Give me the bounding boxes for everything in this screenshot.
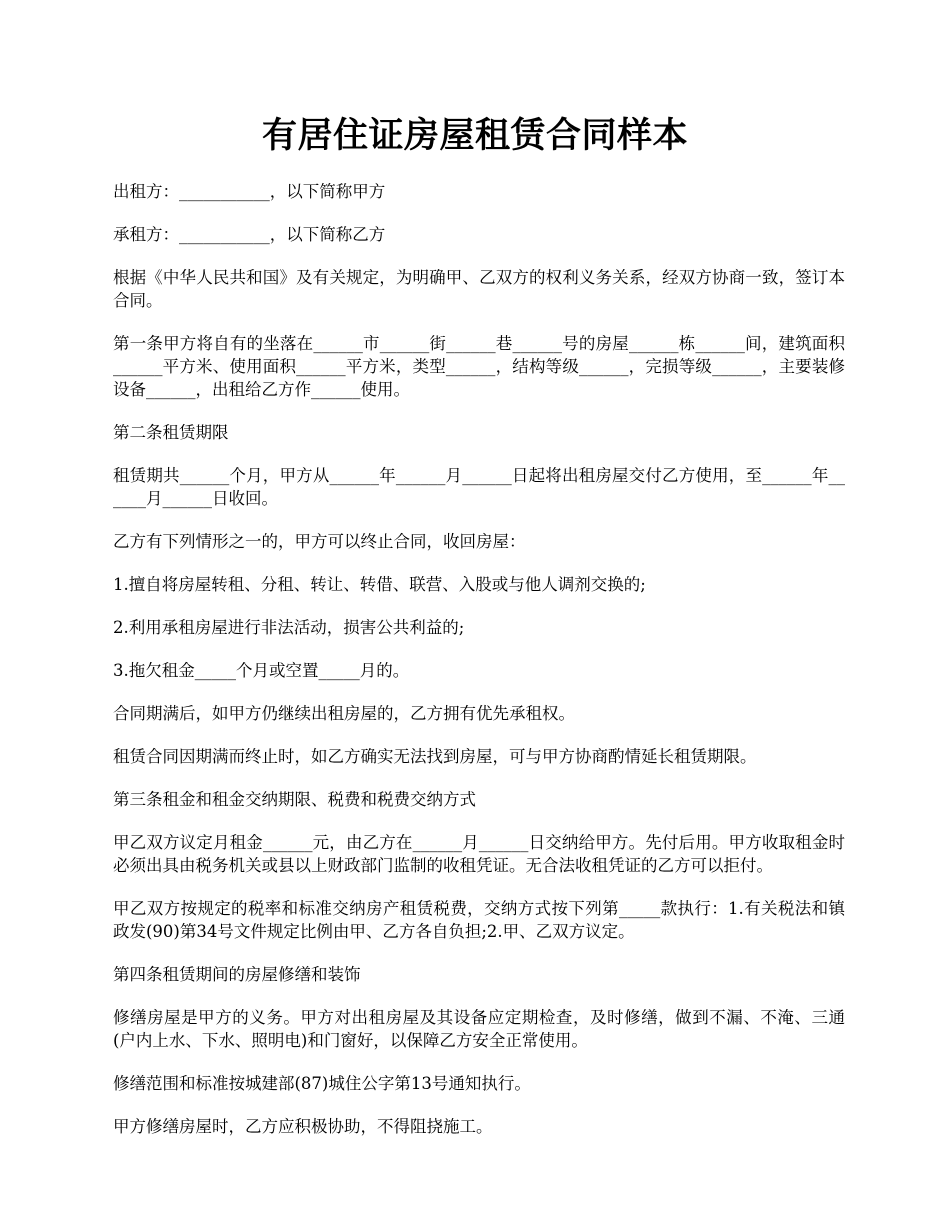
paragraph-lessee: 承租方：___________，以下简称乙方 — [113, 225, 386, 244]
paragraph-lease-term: 租赁期共______个月，甲方从______年______月______日起将出租房屋交付乙方使用，至______年______月______日收回。 — [113, 466, 845, 508]
paragraph-preamble: 根据《中华人民共和国》及有关规定，为明确甲、乙双方的权利义务关系，经双方协商一致，签订本合同。 — [113, 268, 845, 310]
list-item-2: 2.利用承租房屋进行非法活动，损害公共利益的; — [113, 618, 465, 637]
heading-article-2: 第二条租赁期限 — [113, 423, 229, 442]
paragraph-lessor: 出租方：___________，以下简称甲方 — [113, 182, 386, 201]
list-item-1: 1.擅自将房屋转租、分租、转让、转借、联营、入股或与他人调剂交换的; — [113, 575, 646, 594]
paragraph-priority-right: 合同期满后，如甲方仍继续出租房屋的，乙方拥有优先承租权。 — [113, 704, 575, 723]
paragraph-repair-scope: 修缮范围和标准按城建部(87)城住公字第13号通知执行。 — [113, 1074, 531, 1093]
heading-article-3: 第三条租金和租金交纳期限、税费和税费交纳方式 — [113, 790, 476, 809]
paragraph-extension: 租赁合同因期满而终止时，如乙方确实无法找到房屋，可与甲方协商酌情延长租赁期限。 — [113, 747, 757, 766]
paragraph-article-1: 第一条甲方将自有的坐落在______市______街______巷______号的房屋______栋______间，建筑面积______平方米、使用面积______平方米，类型______，结构等级______，完损等级______，主要装修设备______，出租给乙方作______使用。 — [113, 334, 845, 399]
paragraph-termination-intro: 乙方有下列情形之一的，甲方可以终止合同，收回房屋： — [113, 532, 526, 551]
list-item-3: 3.拖欠租金_____个月或空置_____月的。 — [113, 661, 410, 680]
paragraph-rent: 甲乙双方议定月租金______元，由乙方在______月______日交纳给甲方。先付后用。甲方收取租金时必须出具由税务机关或县以上财政部门监制的收租凭证。无合法收租凭证的乙方可以拒付。 — [113, 833, 845, 875]
document-title: 有居住证房屋租赁合同样本 — [261, 115, 688, 156]
heading-article-4: 第四条租赁期间的房屋修缮和装饰 — [113, 965, 361, 984]
document-body — [113, 180, 845, 1158]
paragraph-repair-duty: 修缮房屋是甲方的义务。甲方对出租房屋及其设备应定期检查，及时修缮，做到不漏、不淹、三通(户内上水、下水、照明电)和门窗好，以保障乙方安全正常使用。 — [113, 1008, 845, 1050]
paragraph-repair-cooperation: 甲方修缮房屋时，乙方应积极协助，不得阻挠施工。 — [113, 1117, 493, 1136]
paragraph-taxes: 甲乙双方按规定的税率和标准交纳房产租赁税费，交纳方式按下列第_____款执行：1.有关税法和镇政发(90)第34号文件规定比例由甲、乙方各自负担;2.甲、乙双方议定。 — [113, 899, 845, 941]
